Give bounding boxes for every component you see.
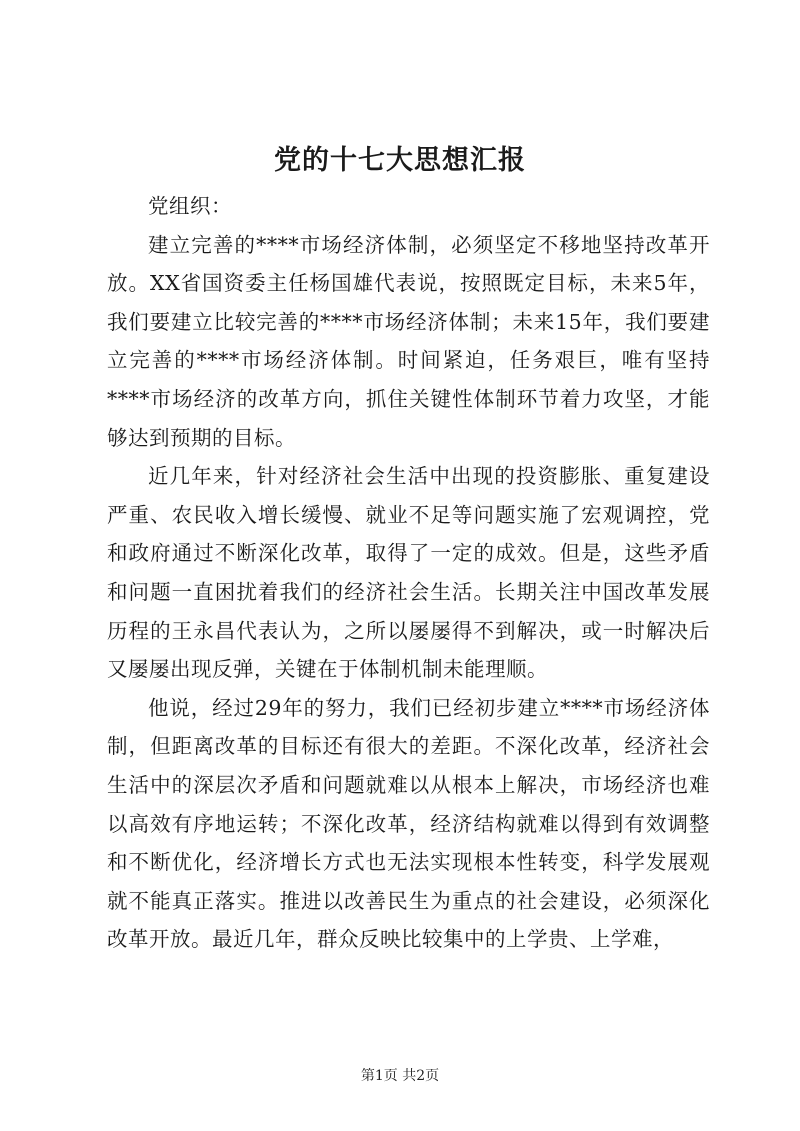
salutation: 党组织： — [148, 194, 232, 218]
page-title: 党的十七大思想汇报 — [274, 145, 526, 176]
paragraph-1: 建立完善的****市场经济体制，必须坚定不移地坚持改革开放。XX省国资委主任杨国雄代表说，按照既定目标，未来5年，我们要建立比较完善的****市场经济体制；未来15年，我们要建立完善的****市场经济体制。时间紧迫，任务艰巨，唯有坚持****市场经济的改革方向，抓住关键性体制环节着力攻坚，才能够达到预期的目标。 — [107, 232, 710, 450]
paragraph-3: 他说，经过29年的努力，我们已经初步建立****市场经济体制，但距离改革的目标还有很大的差距。不深化改革，经济社会生活中的深层次矛盾和问题就难以从根本上解决，市场经济也难以高效有序地运转；不深化改革，经济结构就难以得到有效调整和不断优化，经济增长方式也无法实现根本性转变，科学发展观就不能真正落实。推进以改善民生为重点的社会建设，必须深化改革开放。最近几年，群众反映比较集中的上学贵、上学难， — [107, 695, 710, 952]
document-body — [107, 187, 710, 959]
paragraph-2: 近几年来，针对经济社会生活中出现的投资膨胀、重复建设严重、农民收入增长缓慢、就业不足等问题实施了宏观调控，党和政府通过不断深化改革，取得了一定的成效。但是，这些矛盾和问题一直困扰着我们的经济社会生活。长期关注中国改革发展历程的王永昌代表认为，之所以屡屡得不到解决，或一时解决后又屡屡出现反弹，关键在于体制机制未能理顺。 — [107, 464, 710, 682]
page-footer: 第1页 共2页 — [360, 1068, 440, 1084]
